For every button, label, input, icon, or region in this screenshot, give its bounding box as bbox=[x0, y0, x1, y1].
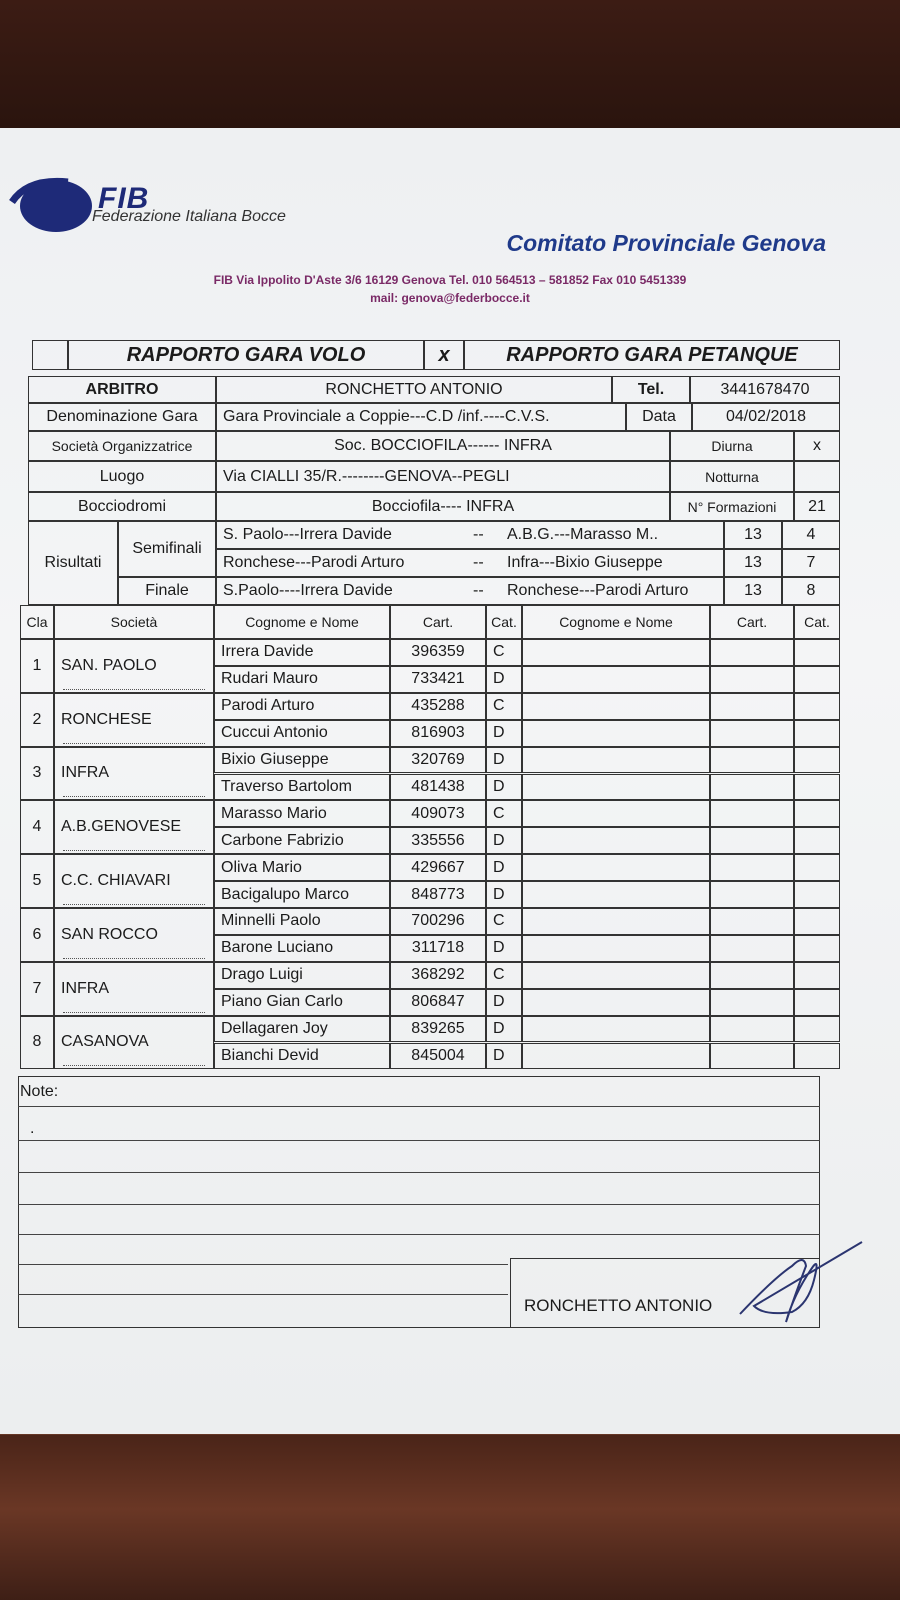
result-score-a: 13 bbox=[724, 577, 782, 605]
rank-position: 7 bbox=[20, 962, 54, 1016]
rank-club: RONCHESE bbox=[54, 693, 214, 747]
result-sep: -- bbox=[473, 526, 484, 543]
empty-cell bbox=[710, 774, 794, 801]
empty-cell bbox=[710, 854, 794, 881]
player-name: Cuccui Antonio bbox=[214, 720, 390, 747]
bocciodromi-value: Bocciofila---- INFRA bbox=[216, 492, 670, 521]
empty-cell bbox=[794, 908, 840, 935]
empty-cell bbox=[794, 774, 840, 801]
player-category: D bbox=[486, 774, 522, 801]
rank-position: 8 bbox=[20, 1016, 54, 1070]
empty-cell bbox=[794, 800, 840, 827]
player-name: Bacigalupo Marco bbox=[214, 881, 390, 908]
player-card: 368292 bbox=[390, 962, 486, 989]
rank-club: SAN ROCCO bbox=[54, 908, 214, 962]
empty-cell bbox=[522, 962, 710, 989]
player-card: 481438 bbox=[390, 774, 486, 801]
empty-cell bbox=[710, 935, 794, 962]
comitato-title: Comitato Provinciale Genova bbox=[506, 230, 826, 256]
player-category: D bbox=[486, 989, 522, 1016]
notes-line bbox=[18, 1204, 820, 1205]
col-header-societa: Società bbox=[54, 605, 214, 639]
result-row bbox=[216, 521, 724, 549]
empty-cell bbox=[710, 666, 794, 693]
data-value: 04/02/2018 bbox=[692, 403, 840, 431]
notes-line bbox=[18, 1294, 508, 1295]
empty-cell bbox=[710, 1016, 794, 1043]
result-team-b: Ronchese---Parodi Arturo bbox=[507, 582, 689, 599]
player-name: Marasso Mario bbox=[214, 800, 390, 827]
tel-value: 3441678470 bbox=[690, 376, 840, 403]
semifinali-label: Semifinali bbox=[118, 521, 216, 577]
player-card: 409073 bbox=[390, 800, 486, 827]
notes-line bbox=[18, 1172, 820, 1173]
result-team-a: S. Paolo---Irrera Davide bbox=[223, 526, 392, 543]
player-category: D bbox=[486, 1016, 522, 1043]
empty-cell bbox=[522, 935, 710, 962]
player-category: D bbox=[486, 1043, 522, 1070]
col-header-cart: Cart. bbox=[390, 605, 486, 639]
player-card: 429667 bbox=[390, 854, 486, 881]
col-header-cla: Cla bbox=[20, 605, 54, 639]
result-team-b: A.B.G.---Marasso M.. bbox=[507, 526, 659, 543]
denominazione-value: Gara Provinciale a Coppie---C.D /inf.----C.V.S. bbox=[216, 403, 626, 431]
player-category: C bbox=[486, 962, 522, 989]
player-category: D bbox=[486, 935, 522, 962]
result-score-b: 8 bbox=[782, 577, 840, 605]
player-card: 335556 bbox=[390, 827, 486, 854]
finale-label: Finale bbox=[118, 577, 216, 605]
diurna-mark: x bbox=[794, 431, 840, 461]
rank-position: 4 bbox=[20, 800, 54, 854]
notes-line bbox=[18, 1140, 820, 1141]
result-team-a: S.Paolo----Irrera Davide bbox=[223, 582, 393, 599]
societa-label: Società Organizzatrice bbox=[28, 431, 216, 461]
volo-mark: x bbox=[424, 340, 464, 370]
player-card: 806847 bbox=[390, 989, 486, 1016]
notturna-label: Notturna bbox=[670, 461, 794, 492]
player-name: Barone Luciano bbox=[214, 935, 390, 962]
col-header-cat: Cat. bbox=[486, 605, 522, 639]
societa-value: Soc. BOCCIOFILA------ INFRA bbox=[216, 431, 670, 461]
player-card: 733421 bbox=[390, 666, 486, 693]
col-header-cat-2: Cat. bbox=[794, 605, 840, 639]
formazioni-label: N° Formazioni bbox=[670, 492, 794, 521]
background-table-surface bbox=[0, 1435, 900, 1600]
notturna-mark bbox=[794, 461, 840, 492]
empty-cell bbox=[794, 962, 840, 989]
player-card: 320769 bbox=[390, 747, 486, 774]
empty-cell bbox=[522, 747, 710, 774]
notes-mark: . bbox=[30, 1120, 35, 1137]
rank-club: C.C. CHIAVARI bbox=[54, 854, 214, 908]
player-name: Carbone Fabrizio bbox=[214, 827, 390, 854]
player-card: 845004 bbox=[390, 1043, 486, 1070]
player-card: 311718 bbox=[390, 935, 486, 962]
rank-position: 6 bbox=[20, 908, 54, 962]
player-name: Drago Luigi bbox=[214, 962, 390, 989]
notes-line bbox=[18, 1264, 508, 1265]
bocciodromi-label: Bocciodromi bbox=[28, 492, 216, 521]
rank-club: A.B.GENOVESE bbox=[54, 800, 214, 854]
player-card: 396359 bbox=[390, 639, 486, 666]
empty-cell bbox=[522, 639, 710, 666]
rank-position: 2 bbox=[20, 693, 54, 747]
col-header-nome-2: Cognome e Nome bbox=[522, 605, 710, 639]
result-sep: -- bbox=[473, 554, 484, 571]
result-sep: -- bbox=[473, 582, 484, 599]
handwritten-signature bbox=[734, 1238, 864, 1332]
empty-cell bbox=[522, 774, 710, 801]
risultati-label: Risultati bbox=[28, 521, 118, 605]
rank-club: CASANOVA bbox=[54, 1016, 214, 1070]
empty-cell bbox=[794, 639, 840, 666]
report-volo-label: RAPPORTO GARA VOLO bbox=[68, 340, 424, 370]
empty-cell bbox=[794, 747, 840, 774]
luogo-label: Luogo bbox=[28, 461, 216, 492]
empty-cell bbox=[794, 989, 840, 1016]
report-petanque-label: RAPPORTO GARA PETANQUE bbox=[464, 340, 840, 370]
empty-cell bbox=[794, 720, 840, 747]
result-score-b: 7 bbox=[782, 549, 840, 577]
rank-position: 5 bbox=[20, 854, 54, 908]
fib-logo-icon bbox=[8, 172, 94, 234]
empty-cell bbox=[794, 1016, 840, 1043]
mail-line: mail: genova@federbocce.it bbox=[370, 291, 530, 305]
player-name: Oliva Mario bbox=[214, 854, 390, 881]
rank-position: 3 bbox=[20, 747, 54, 801]
player-category: D bbox=[486, 881, 522, 908]
diurna-label: Diurna bbox=[670, 431, 794, 461]
rank-club: INFRA bbox=[54, 962, 214, 1016]
notes-line bbox=[18, 1234, 820, 1235]
player-category: D bbox=[486, 747, 522, 774]
player-name: Irrera Davide bbox=[214, 639, 390, 666]
formazioni-value: 21 bbox=[794, 492, 840, 521]
notes-label: Note: bbox=[20, 1083, 59, 1100]
empty-cell bbox=[522, 908, 710, 935]
empty-cell bbox=[710, 639, 794, 666]
player-category: C bbox=[486, 800, 522, 827]
player-category: D bbox=[486, 666, 522, 693]
result-score-a: 13 bbox=[724, 549, 782, 577]
rank-club: SAN. PAOLO bbox=[54, 639, 214, 693]
result-row bbox=[216, 577, 724, 605]
empty-cell bbox=[794, 1043, 840, 1070]
player-category: C bbox=[486, 908, 522, 935]
empty-cell bbox=[710, 962, 794, 989]
player-category: D bbox=[486, 827, 522, 854]
player-card: 435288 bbox=[390, 693, 486, 720]
luogo-value: Via CIALLI 35/R.--------GENOVA--PEGLI bbox=[216, 461, 670, 492]
signature-name: RONCHETTO ANTONIO bbox=[524, 1296, 713, 1315]
empty-cell bbox=[710, 693, 794, 720]
col-header-cart-2: Cart. bbox=[710, 605, 794, 639]
empty-cell bbox=[710, 747, 794, 774]
player-card: 700296 bbox=[390, 908, 486, 935]
empty-cell bbox=[710, 1043, 794, 1070]
player-name: Rudari Mauro bbox=[214, 666, 390, 693]
empty-cell bbox=[522, 1016, 710, 1043]
empty-cell bbox=[522, 989, 710, 1016]
player-name: Bixio Giuseppe bbox=[214, 747, 390, 774]
empty-cell bbox=[710, 908, 794, 935]
player-name: Traverso Bartolom bbox=[214, 774, 390, 801]
player-category: C bbox=[486, 693, 522, 720]
rank-position: 1 bbox=[20, 639, 54, 693]
player-name: Parodi Arturo bbox=[214, 693, 390, 720]
result-row bbox=[216, 549, 724, 577]
rank-club: INFRA bbox=[54, 747, 214, 801]
volo-checkbox-blank bbox=[32, 340, 68, 370]
result-score-a: 13 bbox=[724, 521, 782, 549]
empty-cell bbox=[522, 800, 710, 827]
empty-cell bbox=[522, 854, 710, 881]
empty-cell bbox=[522, 827, 710, 854]
empty-cell bbox=[710, 720, 794, 747]
player-card: 816903 bbox=[390, 720, 486, 747]
data-label: Data bbox=[626, 403, 692, 431]
player-name: Bianchi Devid bbox=[214, 1043, 390, 1070]
player-category: D bbox=[486, 854, 522, 881]
empty-cell bbox=[794, 666, 840, 693]
denominazione-label: Denominazione Gara bbox=[28, 403, 216, 431]
player-name: Minnelli Paolo bbox=[214, 908, 390, 935]
player-name: Dellagaren Joy bbox=[214, 1016, 390, 1043]
empty-cell bbox=[794, 854, 840, 881]
empty-cell bbox=[710, 881, 794, 908]
empty-cell bbox=[522, 1043, 710, 1070]
player-name: Piano Gian Carlo bbox=[214, 989, 390, 1016]
empty-cell bbox=[710, 800, 794, 827]
empty-cell bbox=[710, 989, 794, 1016]
empty-cell bbox=[794, 935, 840, 962]
result-score-b: 4 bbox=[782, 521, 840, 549]
player-category: D bbox=[486, 720, 522, 747]
empty-cell bbox=[522, 693, 710, 720]
empty-cell bbox=[794, 693, 840, 720]
logo-word: FIB bbox=[98, 182, 150, 215]
col-header-nome: Cognome e Nome bbox=[214, 605, 390, 639]
empty-cell bbox=[794, 881, 840, 908]
empty-cell bbox=[522, 666, 710, 693]
result-team-a: Ronchese---Parodi Arturo bbox=[223, 554, 405, 571]
address-line: FIB Via Ippolito D'Aste 3/6 16129 Genova Tel. 010 564513 – 581852 Fax 010 5451339 bbox=[213, 273, 687, 287]
player-category: C bbox=[486, 639, 522, 666]
arbitro-label: ARBITRO bbox=[28, 376, 216, 403]
player-card: 839265 bbox=[390, 1016, 486, 1043]
empty-cell bbox=[522, 881, 710, 908]
result-team-b: Infra---Bixio Giuseppe bbox=[507, 554, 663, 571]
logo-subtitle: Federazione Italiana Bocce bbox=[92, 208, 286, 225]
player-card: 848773 bbox=[390, 881, 486, 908]
arbitro-value: RONCHETTO ANTONIO bbox=[216, 376, 612, 403]
tel-label: Tel. bbox=[612, 376, 690, 403]
empty-cell bbox=[522, 720, 710, 747]
notes-line bbox=[18, 1106, 820, 1107]
empty-cell bbox=[794, 827, 840, 854]
empty-cell bbox=[710, 827, 794, 854]
